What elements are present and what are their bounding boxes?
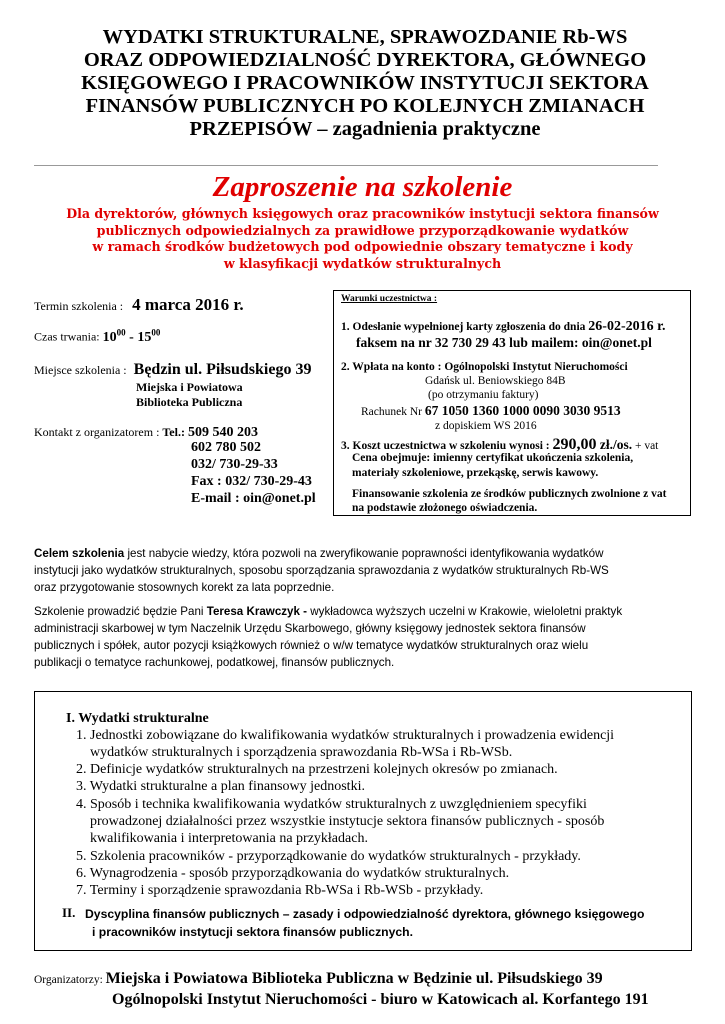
lecturer-line-3: publicznych i spółek, autor pozycji książkowych również o w/w tematyce wydatków strukturalnych oraz wielu xyxy=(34,639,589,652)
place-line-3: Biblioteka Publiczna xyxy=(136,395,243,409)
lecturer-line-1-rest: wykładowca wyższych uczelni w Krakowie, wieloletni praktyk xyxy=(307,605,623,618)
end-hour: 15 xyxy=(137,329,152,345)
organizer-2: Ogólnopolski Instytut Nieruchomości - biuro w Katowicach al. Korfantego 191 xyxy=(112,991,649,1008)
title-line-5: PRZEPISÓW xyxy=(189,118,313,140)
lecturer-line-4: publikacji o tematyce rachunkowej, podatkowej, finansów publicznych. xyxy=(34,656,395,669)
price-vat: + vat xyxy=(632,440,659,452)
program-item: 3. Wydatki strukturalne a plan finansowy jednostki. xyxy=(76,779,365,794)
program-item: 2. Definicje wydatków strukturalnych na przestrzeni kolejnych okresów po zmianach. xyxy=(76,762,558,777)
program-item: 1. Jednostki zobowiązane do kwalifikowania wydatków strukturalnych i prowadzenia ewidencji xyxy=(76,728,615,743)
condition-1-text: 1. Odesłanie wypełnionej karty zgłoszenia do dnia xyxy=(341,321,589,333)
email[interactable]: E-mail : oin@onet.pl xyxy=(191,491,316,506)
goal-paragraph xyxy=(34,545,692,596)
account-label: Rachunek Nr xyxy=(361,406,425,418)
price: 290,00 xyxy=(552,436,597,453)
place-line-2: Miejska i Powiatowa xyxy=(136,380,243,394)
program-item: 4. Sposób i technika kwalifikowania wydatków strukturalnych z uwzględnieniem specyfiki xyxy=(76,797,587,812)
goal-line-1-text: jest nabycie wiedzy, która pozwoli na zweryfikowanie poprawności identyfikowania wydatków xyxy=(124,547,604,560)
audience-line: Dla dyrektorów, głównych księgowych oraz pracowników instytucji sektora finansów xyxy=(66,206,659,221)
conditions-heading: Warunki uczestnictwa : xyxy=(341,294,438,304)
condition-2-recipient: Ogólnopolski Instytut Nieruchomości xyxy=(444,361,628,373)
phone-3[interactable]: 032/ 730-29-33 xyxy=(191,457,278,472)
training-date xyxy=(34,295,244,315)
program-item-cont: wydatków strukturalnych i sporządzenia sprawozdania Rb-WSa i Rb-WSb. xyxy=(90,745,513,760)
condition-2-text: 2. Wpłata na konto : xyxy=(341,361,445,373)
audience-line: w klasyfikacji wydatków strukturalnych xyxy=(223,255,502,271)
title-line: WYDATKI STRUKTURALNE, SPRAWOZDANIE Rb-WS xyxy=(102,26,628,48)
audience-text xyxy=(20,206,705,272)
organizers-line-1 xyxy=(34,970,603,988)
goal-lead: Celem szkolenia xyxy=(34,547,125,560)
lecturer-name: Teresa Krawczyk - xyxy=(206,605,308,618)
duration-separator: - xyxy=(125,329,138,345)
program-section-2-number: II. xyxy=(62,905,76,920)
phone-2[interactable]: 602 780 502 xyxy=(191,440,261,455)
start-minute: 00 xyxy=(116,327,126,337)
condition-2-note: (po otrzymaniu faktury) xyxy=(428,389,539,401)
contact-tel-label: Tel.: xyxy=(162,425,188,439)
place-value: Będzin ul. Piłsudskiego 39 xyxy=(133,361,312,378)
audience-line: w ramach środków budżetowych pod odpowiednie obszary tematyczne i kody xyxy=(92,239,633,254)
training-place xyxy=(34,361,311,379)
title-divider xyxy=(34,165,658,166)
lecturer-prefix: Szkolenie prowadzić będzie Pani xyxy=(34,605,207,618)
funding-line-1: Finansowanie szkolenia ze środków publicznych zwolnione z vat xyxy=(352,488,667,500)
organizers-label: Organizatorzy: xyxy=(34,974,106,986)
title-line: KSIĘGOWEGO I PRACOWNIKÓW INSTYTUCJI SEKTORA xyxy=(81,72,649,94)
program-item-cont: kwalifikowania i interpretowania na przykładach. xyxy=(90,831,368,846)
phone-1[interactable]: 509 540 203 xyxy=(187,425,258,440)
condition-3-line-3: materiały szkoleniowe, przekąskę, serwis kawowy. xyxy=(352,467,599,479)
goal-line-3: oraz przygotowanie stosownych korekt za lata poprzednie. xyxy=(34,581,335,594)
lecturer-paragraph xyxy=(34,603,692,671)
funding-line-2: na podstawie złożonego oświadczenia. xyxy=(352,502,538,514)
program-item: 7. Terminy i sporządzenie sprawozdania Rb-WSa i Rb-WSb - przykłady. xyxy=(76,883,484,898)
account-number[interactable]: 67 1050 1360 1000 0090 3030 9513 xyxy=(424,403,621,418)
document-title xyxy=(20,26,710,141)
title-line xyxy=(20,118,710,141)
condition-2-address: Gdańsk ul. Beniowskiego 84B xyxy=(425,375,566,387)
contact-label: Kontakt z organizatorem : xyxy=(34,425,163,439)
program-item: 5. Szkolenia pracowników - przyporządkowanie do wydatków strukturalnych - przykłady. xyxy=(76,849,581,864)
audience-line: publicznych odpowiedzialnych za prawidłowe przyporządkowanie wydatków xyxy=(96,222,629,238)
organizer-1: Miejska i Powiatowa Biblioteka Publiczna w Będzinie ul. Piłsudskiego 39 xyxy=(105,970,603,987)
duration-label: Czas trwania: xyxy=(34,329,103,344)
program-section-2-line-1: Dyscyplina finansów publicznych – zasady i odpowiedzialność dyrektora, głównego księgowego xyxy=(85,907,645,921)
price-unit: zł./os. xyxy=(596,437,633,452)
date-label: Termin szkolenia : xyxy=(34,299,127,313)
condition-1 xyxy=(341,319,666,335)
condition-3-text: 3. Koszt uczestnictwa w szkoleniu wynosi : xyxy=(341,440,553,452)
title-line: FINANSÓW PUBLICZNYCH PO KOLEJNYCH ZMIANACH xyxy=(85,95,645,117)
program-item: 6. Wynagrodzenia - sposób przyporządkowania do wydatków strukturalnych. xyxy=(76,866,510,881)
condition-3-line-2: Cena obejmuje: imienny certyfikat ukończenia szkolenia, xyxy=(352,452,634,464)
condition-1-line-2: faksem na nr 32 730 29 43 lub mailem: oin@onet.pl xyxy=(356,335,652,350)
condition-2-account xyxy=(361,403,621,419)
end-minute: 00 xyxy=(151,327,161,337)
title-suffix: – zagadnienia praktyczne xyxy=(312,118,541,140)
program-section-1-title: I. Wydatki strukturalne xyxy=(66,711,209,726)
program-section-2-line-2: i pracowników instytucji sektora finansów publicznych. xyxy=(92,925,413,939)
condition-2-ref: z dopiskiem WS 2016 xyxy=(435,420,537,432)
goal-line-2: instytucji jako wydatków strukturalnych, sposobu sporządzania sprawozdania z wydatków strukturalnych Rb-WS xyxy=(34,564,609,577)
condition-2 xyxy=(341,361,628,373)
title-line: ORAZ ODPOWIEDZIALNOŚĆ DYREKTORA, GŁÓWNEGO xyxy=(83,49,647,71)
place-label: Miejsce szkolenia : xyxy=(34,363,130,377)
contact xyxy=(34,423,258,441)
lecturer-line-2: administracji skarbowej w tym Naczelnik Urzędu Skarbowego, główny księgowy jednostek sektora finansów xyxy=(34,622,586,635)
start-hour: 10 xyxy=(102,329,117,345)
goal-line-1 xyxy=(34,545,692,562)
duration-value xyxy=(102,327,161,345)
condition-1-date: 26-02-2016 r. xyxy=(588,319,666,334)
fax[interactable]: Fax : 032/ 730-29-43 xyxy=(191,474,312,489)
invitation-heading: Zaproszenie na szkolenie xyxy=(212,171,513,203)
lecturer-line-1 xyxy=(34,603,692,620)
program-item-cont: prowadzonej działalności przez wszystkie instytucje sektora finansów publicznych - sposób xyxy=(90,814,605,829)
date-value: 4 marca 2016 r. xyxy=(132,295,244,314)
training-duration xyxy=(34,327,160,346)
